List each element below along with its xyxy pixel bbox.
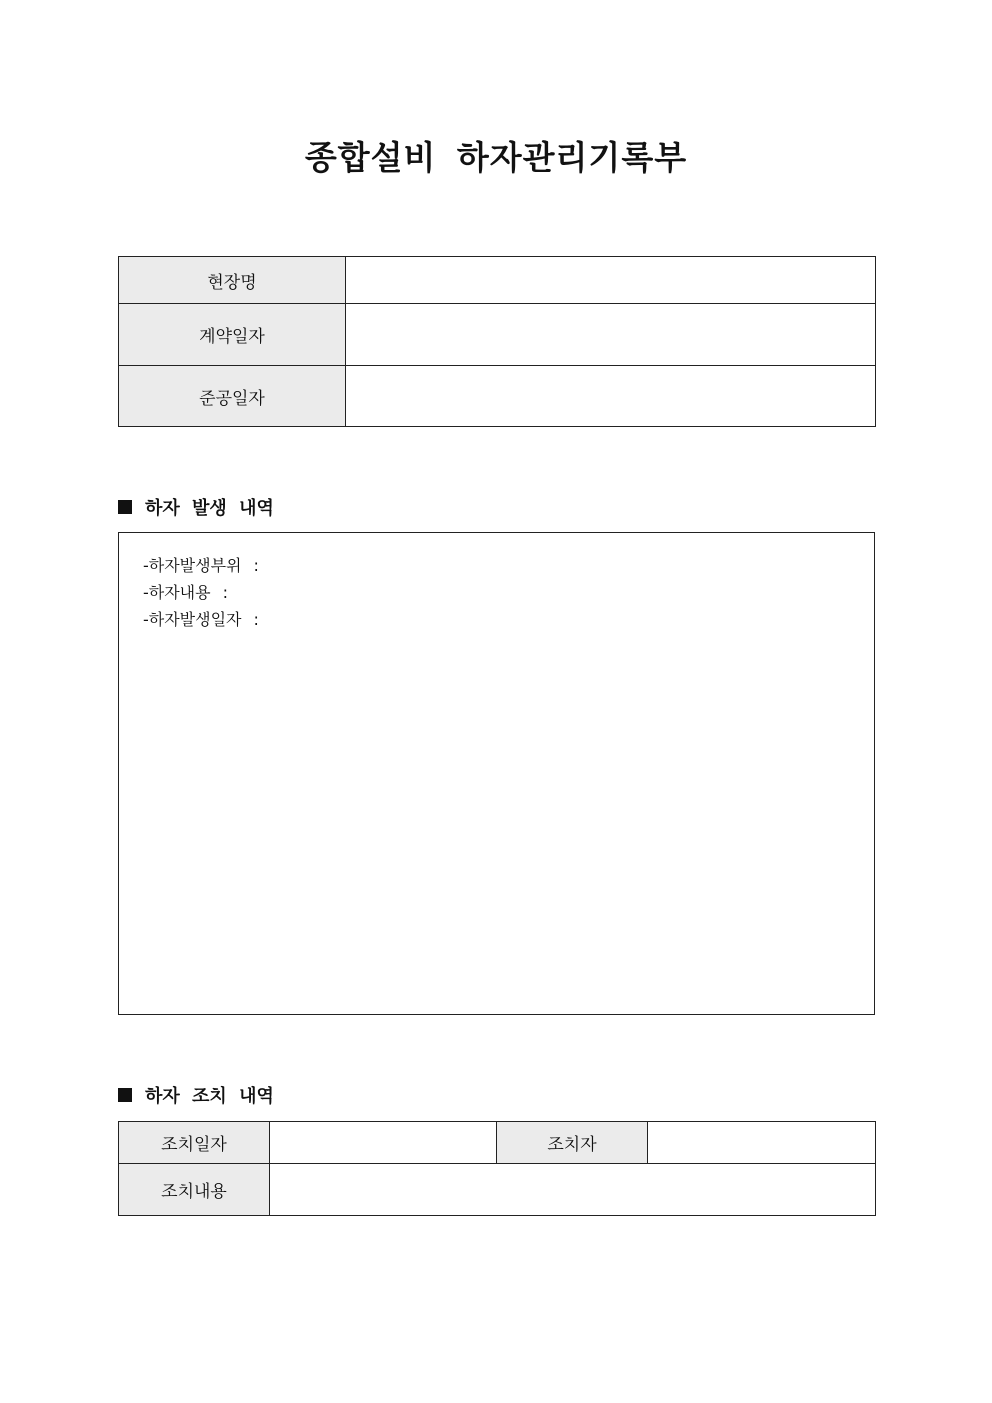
action-content-field[interactable] (270, 1164, 876, 1216)
site-name-row (119, 257, 876, 304)
actor-label: 조치자 (497, 1122, 648, 1164)
site-name-label: 현장명 (119, 257, 346, 304)
defect-section-title: 하자 발생 내역 (145, 498, 274, 519)
defect-content-label: -하자내용 (143, 583, 211, 602)
defect-date-line (143, 606, 259, 633)
defect-date-label: -하자발생일자 (143, 610, 242, 629)
defect-date-colon: : (253, 610, 259, 629)
defect-details-box[interactable] (118, 532, 875, 1015)
square-bullet-icon (118, 1088, 132, 1102)
actor-field[interactable] (648, 1122, 876, 1164)
completion-date-field[interactable] (346, 366, 876, 427)
action-date-field[interactable] (270, 1122, 497, 1164)
defect-content-line (143, 579, 259, 606)
completion-date-label: 준공일자 (119, 366, 346, 427)
contract-date-row (119, 304, 876, 366)
action-date-label: 조치일자 (119, 1122, 270, 1164)
contract-date-label: 계약일자 (119, 304, 346, 366)
action-content-label: 조치내용 (119, 1164, 270, 1216)
site-info-table (118, 256, 876, 427)
defect-content-colon: : (222, 583, 228, 602)
site-name-field[interactable] (346, 257, 876, 304)
defect-location-label: -하자발생부위 (143, 556, 242, 575)
action-content-row (119, 1164, 876, 1216)
action-table (118, 1121, 876, 1216)
square-bullet-icon (118, 500, 132, 514)
action-date-row (119, 1122, 876, 1164)
document-title: 종합설비 하자관리기록부 (304, 138, 688, 177)
completion-date-row (119, 366, 876, 427)
contract-date-field[interactable] (346, 304, 876, 366)
defect-section-heading (118, 494, 274, 520)
action-section-title: 하자 조치 내역 (145, 1086, 274, 1107)
action-section-heading (118, 1082, 274, 1108)
defect-location-line (143, 552, 259, 579)
defect-details-list (143, 552, 259, 633)
defect-location-colon: : (253, 556, 259, 575)
